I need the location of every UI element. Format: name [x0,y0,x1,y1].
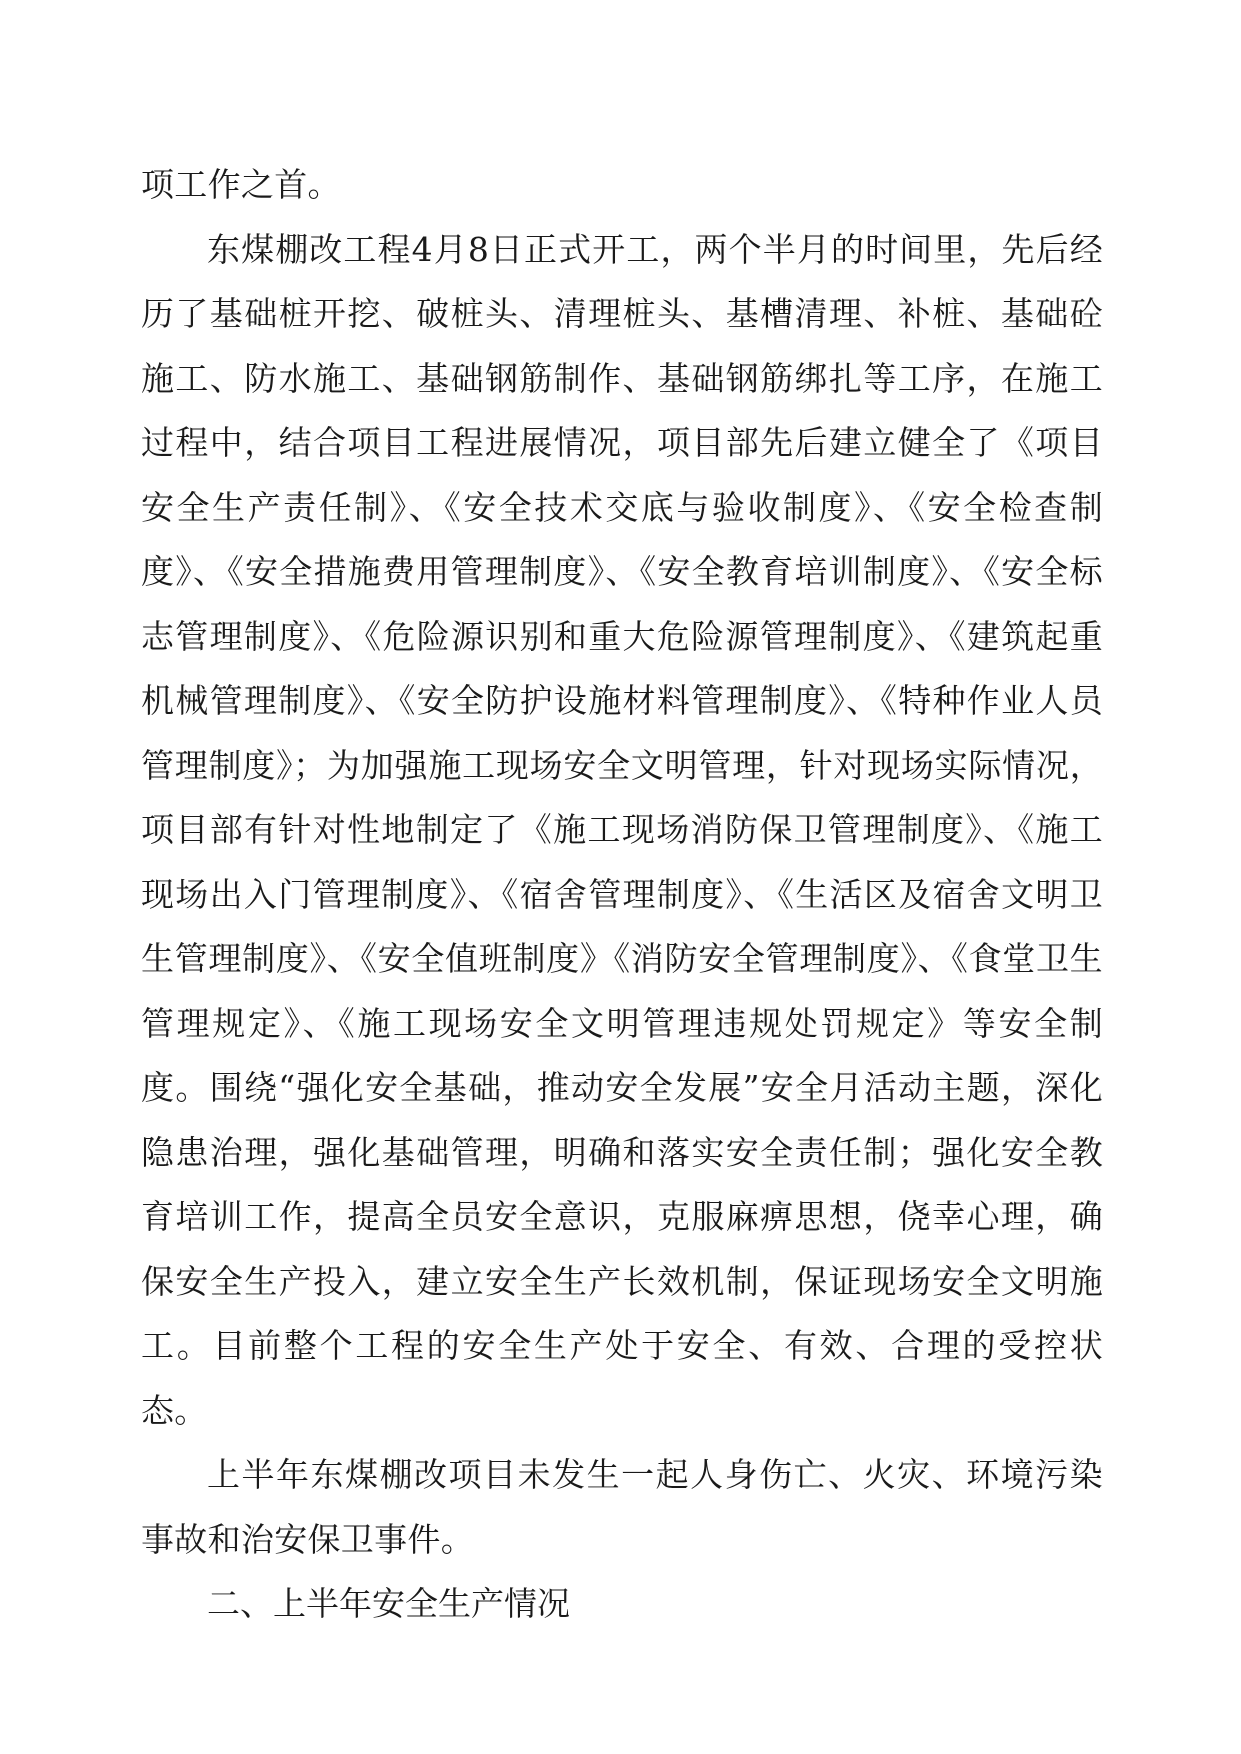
document-body [141,153,1103,1637]
paragraph-continuation: 项工作之首。 [141,165,341,204]
section-heading: 二、上半年安全生产情况 [207,1584,570,1623]
paragraph-no-accidents: 上半年东煤棚改项目未发生一起人身伤亡、火灾、环境污染事故和治安保卫事件。 [141,1455,1103,1559]
paragraph-safety-systems: 东煤棚改工程4月8日正式开工，两个半月的时间里，先后经历了基础桩开挖、破桩头、清理桩头、基槽清理、补桩、基础砼施工、防水施工、基础钢筋制作、基础钢筋绑扎等工序，在施工过程中，结合项目工程进展情况，项目部先后建立健全了《项目安全生产责任制》、《安全技术交底与验收制度》、《安全检查制度》、《安全措施费用管理制度》、《安全教育培训制度》、《安全标志管理制度》、《危险源识别和重大危险源管理制度》、《建筑起重机械管理制度》、《安全防护设施材料管理制度》、《特种作业人员管理制度》；为加强施工现场安全文明管理，针对现场实际情况，项目部有针对性地制定了《施工现场消防保卫管理制度》、《施工现场出入门管理制度》、《宿舍管理制度》、《生活区及宿舍文明卫生管理制度》、《安全值班制度》《消防安全管理制度》、《食堂卫生管理规定》、《施工现场安全文明管理违规处罚规定》等安全制度。围绕“强化安全基础，推动安全发展”安全月活动主题，深化隐患治理，强化基础管理，明确和落实安全责任制；强化安全教育培训工作，提高全员安全意识，克服麻痹思想，侥幸心理，确保安全生产投入，建立安全生产长效机制，保证现场安全文明施工。目前整个工程的安全生产处于安全、有效、合理的受控状态。 [141,229,1103,1430]
